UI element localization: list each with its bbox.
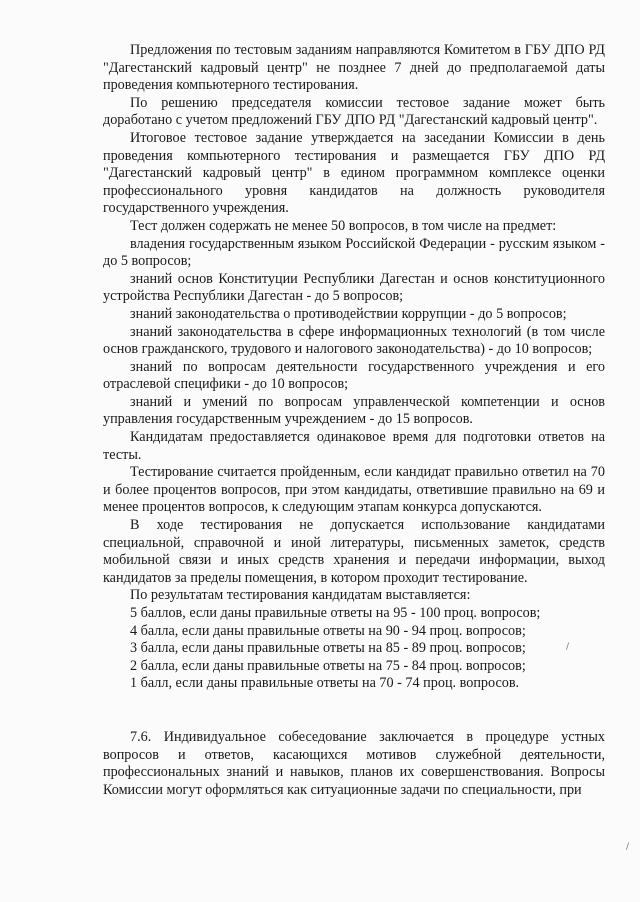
score-item: 1 балл, если даны правильные ответы на 70 - 74 проц. вопросов.	[130, 675, 520, 692]
list-item: знаний и умений по вопросам управленческой компетенции и основ управления государственным учреждением - до 15 вопросов.	[103, 393, 605, 428]
scan-mark: /	[626, 842, 630, 852]
scan-mark: /	[566, 642, 570, 652]
score-item: 3 балла, если даны правильные ответы на 85 - 89 проц. вопросов;	[130, 640, 526, 657]
paragraph-revision: По решению председателя комиссии тестовое задание может быть доработано с учетом предложений ГБУ ДПО РД "Дагестанский кадровый центр".	[103, 94, 605, 129]
paragraph-interview: 7.6. Индивидуальное собеседование заключается в процедуре устных вопросов и ответов, касающихся мотивов служебной деятельности, профессиональных знаний и навыков, планов их совершенствования. Вопросы Комиссии могут оформляться как ситуационные задачи по специальности, при	[103, 728, 605, 798]
list-item: знаний по вопросам деятельности государственного учреждения и его отраслевой специфики - до 10 вопросов;	[103, 358, 605, 393]
paragraph-scoring-intro: По результатам тестирования кандидатам выставляется:	[130, 587, 471, 604]
list-item: знаний законодательства о противодействии коррупции - до 5 вопросов;	[130, 305, 567, 322]
paragraph-equal-time: Кандидатам предоставляется одинаковое время для подготовки ответов на тесты.	[103, 429, 605, 463]
score-item: 4 балла, если даны правильные ответы на 90 - 94 проц. вопросов;	[130, 622, 526, 639]
list-item: знаний законодательства в сфере информационных технологий (в том числе основ гражданского, трудового и налогового законодательства) - до 10 вопросов;	[103, 323, 605, 358]
list-item: знаний основ Конституции Республики Дагестан и основ конституционного устройства Республики Дагестан - до 5 вопросов;	[103, 270, 605, 305]
paragraph-final-test: Итоговое тестовое задание утверждается на заседании Комиссии в день проведения компьютерного тестирования и размещается ГБУ ДПО РД "Дагестанский кадровый центр" в едином программном комплексе оценки профессионального уровня кандидатов на должность руководителя государственного учреждения.	[103, 129, 605, 217]
paragraph-proposals: Предложения по тестовым заданиям направляются Комитетом в ГБУ ДПО РД "Дагестанский кадровый центр" не позднее 7 дней до предполагаемой даты проведения компьютерного тестирования.	[103, 42, 605, 94]
paragraph-test-content: Тест должен содержать не менее 50 вопросов, в том числе на предмет:	[130, 217, 557, 234]
document-body	[103, 42, 605, 799]
paragraph-passing: Тестирование считается пройденным, если кандидат правильно ответил на 70 и более процентов вопросов, при этом кандидаты, ответившие правильно на 69 и менее процентов вопросов, к следующим этапам конкурса допускаются.	[103, 464, 605, 516]
score-item: 5 баллов, если даны правильные ответы на 95 - 100 проц. вопросов;	[130, 605, 541, 621]
score-item: 2 балла, если даны правильные ответы на 75 - 84 проц. вопросов;	[130, 657, 526, 674]
paragraph-prohibitions: В ходе тестирования не допускается использование кандидатами специальной, справочной и иной литературы, письменных заметок, средств мобильной связи и иных средств хранения и передачи информации, выход кандидатов за пределы помещения, в котором проходит тестирование.	[103, 517, 605, 586]
list-item: владения государственным языком Российской Федерации - русским языком - до 5 вопросов;	[103, 235, 605, 270]
